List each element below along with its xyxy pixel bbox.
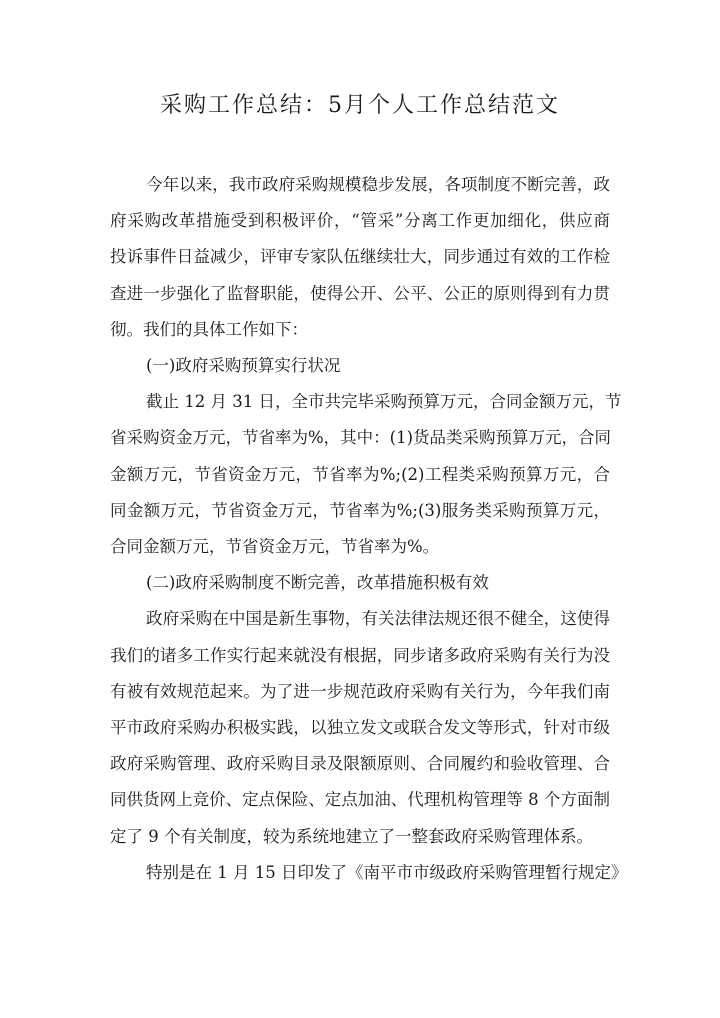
section-heading-2 bbox=[110, 565, 610, 601]
text-line: 我们的诸多工作实行起来就没有根据，同步诸多政府采购有关行为没 bbox=[110, 645, 610, 665]
text-line: 今年以来，我市政府采购规模稳步发展，各项制度不断完善，政 bbox=[146, 175, 610, 194]
section-heading-1 bbox=[110, 348, 610, 384]
text-line: 平市政府采购办积极实践，以独立发文或联合发文等形式，针对市级 bbox=[110, 718, 610, 738]
text-line: 截止 12 月 31 日，全市共完毕采购预算万元，合同金额万元，节 bbox=[146, 392, 622, 412]
text-line: 政府采购在中国是新生事物，有关法律法规还很不健全，这使得 bbox=[146, 609, 610, 629]
text-line: 投诉事件日益减少，评审专家队伍继续壮大，同步通过有效的工作检 bbox=[110, 247, 610, 267]
text-line: 特别是在 1 月 15 日印发了《南平市市级政府采购管理暂行规定》 bbox=[146, 862, 628, 882]
paragraph-budget bbox=[110, 384, 622, 565]
text-line: 政府采购管理、政府采购目录及限额原则、合同履约和验收管理、合 bbox=[110, 754, 610, 774]
text-line: 同供货网上竞价、定点保险、定点加油、代理机构管理等 8 个方面制 bbox=[110, 790, 610, 810]
text-line: 定了 9 个有关制度，较为系统地建立了一整套政府采购管理体系。 bbox=[110, 826, 593, 846]
document-title: 采购工作总结：5月个人工作总结范文 bbox=[160, 93, 560, 118]
text-line: (一)政府采购预算实行状况 bbox=[146, 356, 341, 376]
text-line: 彻。我们的具体工作如下： bbox=[110, 319, 308, 339]
text-line: 同金额万元，节省资金万元，节省率为%;(3)服务类采购预算万元， bbox=[110, 500, 610, 520]
text-line: 金额万元，节省资金万元，节省率为%;(2)工程类采购预算万元，合 bbox=[110, 464, 610, 484]
text-line: 府采购改革措施受到积极评价，“管采”分离工作更加细化，供应商 bbox=[110, 211, 610, 231]
text-line: 合同金额万元，节省资金万元，节省率为%。 bbox=[110, 537, 440, 557]
text-line: 有被有效规范起来。为了进一步规范政府采购有关行为，今年我们南 bbox=[110, 681, 610, 701]
paragraph-system bbox=[110, 601, 610, 854]
paragraph-special bbox=[110, 855, 628, 891]
paragraph-intro bbox=[110, 167, 610, 348]
document-body bbox=[110, 167, 628, 891]
text-line: (二)政府采购制度不断完善，改革措施积极有效 bbox=[146, 573, 489, 593]
text-line: 省采购资金万元，节省率为%，其中：(1)货品类采购预算万元，合同 bbox=[110, 428, 612, 448]
text-line: 查进一步强化了监督职能，使得公开、公平、公正的原则得到有力贯 bbox=[110, 283, 610, 303]
